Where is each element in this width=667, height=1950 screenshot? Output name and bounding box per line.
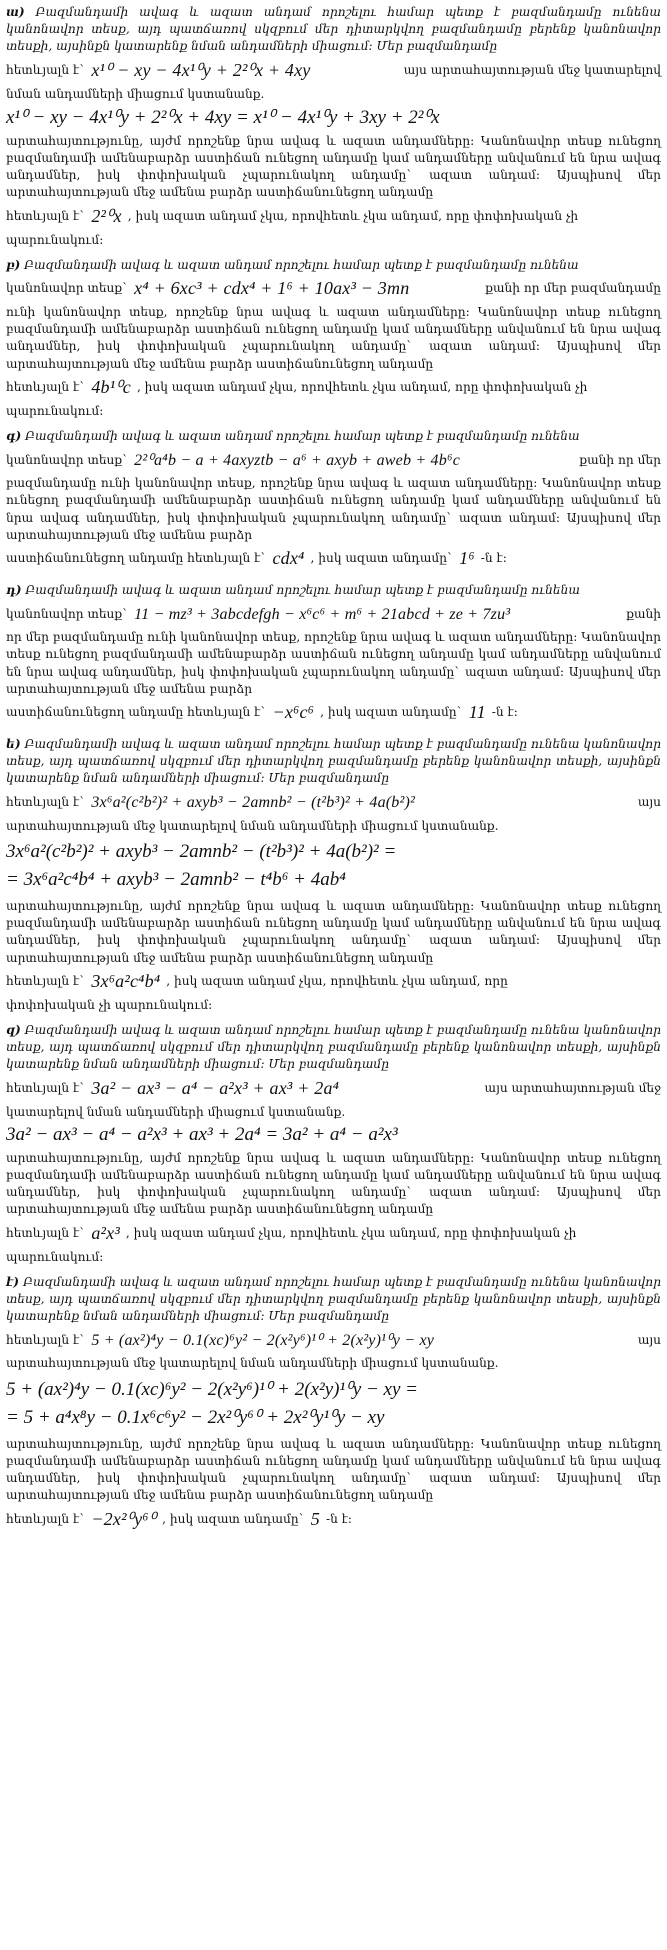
section-e-res-pre: հետևյալն է` bbox=[6, 974, 86, 989]
section-g-label: գ) bbox=[6, 429, 22, 444]
section-g-result-row bbox=[6, 544, 661, 574]
section-ee-lead: Բազմանդամի ավագ և ազատ անդամ որոշելու համար պետք է բազմանդամը ունենա կանոնավոր տեսք, այդ պատճառով սկզբում մեր դիտարկվող բազմանդամը բերենք կանոնավոր տեսքի, այսինքն կատարենք նման անդամների միացում: Մեր բազմանդամը bbox=[6, 1274, 662, 1324]
section-b-expression: x⁴ + 6xc³ + cdx⁴ + 1⁶ + 10ax³ − 3mn bbox=[134, 278, 410, 299]
section-d-res-mid: , իսկ ազատ անդամը` bbox=[320, 705, 463, 720]
section-b-label: բ) bbox=[6, 257, 21, 272]
section-b-body: ունի կանոնավոր տեսք, որոշենք նրա ավագ և ազատ անդամները: Կանոնավոր տեսք ունեցող բազմանդամի ամենաբարձր աստիճան ունեցող անդամը կամ անդամները անվանում են նրա ավագ անդամներ, իսկ փոփոխական չպարունակող անդամը` ազատ անդամ: Այսպիսով մեր արտահայտության մեջ ամենա բարձր աստիճանունեցող անդամը bbox=[6, 305, 661, 371]
section-e-pre: հետևյալն է` bbox=[6, 795, 86, 810]
section-d-res-pre: աստիճանունեցող անդամը հետևյալն է` bbox=[6, 705, 267, 720]
section-a bbox=[6, 4, 661, 249]
section-e-expression: 3x⁶a²(c²b²)² + axyb³ − 2amnb² − (t²b³)² + 4a(b²)² bbox=[91, 794, 416, 812]
section-b-intro bbox=[6, 257, 661, 274]
section-a-pre: հետևյալն է` bbox=[6, 63, 86, 77]
section-a-res-tail: պարունակում: bbox=[6, 232, 104, 247]
section-g-post: քանի որ մեր bbox=[579, 452, 661, 467]
section-d-label: դ) bbox=[6, 583, 22, 598]
section-b-post: քանի որ մեր բազմանդամը bbox=[485, 281, 661, 296]
section-e-expr-row bbox=[6, 788, 661, 818]
section-e-equation bbox=[6, 838, 661, 894]
section-z-leading-term: a²x³ bbox=[91, 1222, 120, 1243]
section-d bbox=[6, 582, 661, 728]
section-ee-res-post: -ն է: bbox=[325, 1511, 353, 1526]
section-g-res-mid: , իսկ ազատ անդամը` bbox=[310, 551, 454, 566]
section-ee-res-pre: հետևյալն է` bbox=[6, 1511, 86, 1526]
section-g-leading-term: cdx⁴ bbox=[272, 548, 305, 569]
section-z-body: արտահայտությունը, այժմ որոշենք նրա ավագ և ազատ անդամները: Կանոնավոր տեսք ունեցող բազմանդամի ամենաբարձր աստիճան ունեցող անդամը կամ անդամները անվանում են նրա ավագ անդամներ, իսկ փոփոխական չպարունակող անդամը` ազատ անդամ: Այսպիսով մեր արտահայտության մեջ ամենա բարձր աստիճանունեցող անդամը bbox=[6, 1150, 661, 1217]
section-ee-res-mid: , իսկ ազատ անդամը` bbox=[162, 1511, 305, 1526]
section-a-res-post: , իսկ ազատ անդամ չկա, որովհետև չկա անդամ, որը փոփոխական չի bbox=[127, 209, 579, 224]
section-d-result-row bbox=[6, 698, 661, 728]
section-a-tail: նման անդամների միացում կստանանք. bbox=[6, 86, 265, 101]
section-ee-leading-term: −2x²⁰y⁶⁰ bbox=[91, 1508, 157, 1529]
section-e-post: այս bbox=[637, 795, 661, 810]
section-g-lead: Բազմանդամի ավագ և ազատ անդամ որոշելու համար պետք է բազմանդամը ունենա bbox=[25, 429, 580, 444]
section-ee-pre: հետևյալն է` bbox=[6, 1332, 86, 1347]
section-e-equation-line-2: = 3x⁶a²c⁴b⁴ + axyb³ − 2amnb² − t⁴b⁶ + 4ab⁴ bbox=[6, 868, 346, 890]
section-d-res-post: -ն է: bbox=[491, 705, 518, 720]
section-e-lead: Բազմանդամի ավագ և ազատ անդամ որոշելու համար պետք է բազմանդամը ունենա կանոնավոր տեսք, այդ պատճառով սկզբում մեր դիտարկվող բազմանդամը բերենք կանոնավոր տեսքի, այսինքն կատարենք նման անդամների միացում: Մեր բազմանդամը bbox=[6, 737, 662, 786]
section-d-body: որ մեր բազմանդամը ունի կանոնավոր տեսք, որոշենք նրա ավագ և ազատ անդամները: Կանոնավոր տեսք ունեցող բազմանդամի ամենաբարձր աստիճան ունեցող անդամը կամ անդամները անվանում են նրա ավագ անդամներ, իսկ փոփոխական չպարունակող անդամը` ազատ անդամ: Այսպիսով մեր արտահայտության մեջ ամենա բարձր bbox=[6, 630, 661, 696]
section-z-post: այս արտահայտության մեջ bbox=[484, 1080, 661, 1095]
section-b-res-post: , իսկ ազատ անդամ չկա, որովհետև չկա անդամ, որը փոփոխական չի bbox=[136, 380, 588, 395]
section-z-expr-row bbox=[6, 1074, 661, 1104]
section-a-body: արտահայտությունը, այժմ որոշենք նրա ավագ և ազատ անդամները: Կանոնավոր տեսք ունեցող բազմանդամի ամենաբարձր աստիճան ունեցող անդամը կամ անդամները անվանում են նրա ավագ անդամներ, իսկ փոփոխական չպարունակող անդամը` ազատ անդամ: Այսպիսով մեր արտահայտության մեջ ամենա բարձր աստիճանունեցող անդամը bbox=[6, 133, 661, 200]
section-e bbox=[6, 736, 661, 1014]
section-g-body: բազմանդամը ունի կանոնավոր տեսք, որոշենք նրա ավագ և ազատ անդամները: Կանոնավոր տեսք ունեցող բազմանդամի ամենաբարձր աստիճան ունեցող անդամը կամ անդամները անվանում են նրա ավագ անդամներ, իսկ փոփոխական չպարունակող անդամը` ազատ անդամ: Այսպիսով մեր արտահայտության մեջ ամենա բարձր bbox=[6, 476, 661, 542]
section-ee-result-row bbox=[6, 1504, 661, 1534]
section-z-result-row bbox=[6, 1219, 661, 1249]
section-e-res-post: , իսկ ազատ անդամ չկա, որովհետև չկա անդամ, որը bbox=[166, 974, 508, 989]
section-a-lead: Բազմանդամի ավագ և ազատ անդամ որոշելու համար պետք է բազմանդամը ունենա կանոնավոր տեսք, այդ պատճառով սկզբում մեր դիտարկվող բազմանդամը բերենք կանոնավոր տեսքի, այսինքն կատարենք նման անդամների միացում: Մեր բազմանդամը bbox=[6, 5, 661, 54]
section-ee-equation-line-1: 5 + (ax²)⁴y − 0.1(xc)⁶y² − 2(x²y⁶)¹⁰ + 2(x²y)¹⁰y − xy = bbox=[6, 1378, 418, 1400]
section-z-res-pre: հետևյալն է` bbox=[6, 1225, 86, 1240]
section-a-intro bbox=[6, 4, 661, 56]
section-z-expression: 3a² − ax³ − a⁴ − a²x³ + ax³ + 2a⁴ bbox=[91, 1077, 340, 1098]
section-e-result-row bbox=[6, 967, 661, 997]
section-g-expression: 2²⁰a⁴b − a + 4axyztb − a⁶ + axyb + aweb + 4b⁶c bbox=[134, 451, 461, 469]
section-g-res-pre: աստիճանունեցող անդամը հետևյալն է` bbox=[6, 551, 267, 566]
section-z-res-post: , իսկ ազատ անդամ չկա, որովհետև չկա անդամ, որը փոփոխական չի bbox=[125, 1225, 577, 1240]
section-g-pre: կանոնավոր տեսք` bbox=[6, 452, 129, 467]
section-z bbox=[6, 1022, 661, 1266]
section-b-pre: կանոնավոր տեսք` bbox=[6, 281, 129, 296]
section-b bbox=[6, 257, 661, 420]
section-z-equation: 3a² − ax³ − a⁴ − a²x³ + ax³ + 2a⁴ = 3a² + a⁴ − a²x³ bbox=[6, 1123, 398, 1145]
section-ee-expr-row bbox=[6, 1325, 661, 1355]
section-a-post: այս արտահայտության մեջ կատարելով bbox=[403, 63, 661, 77]
section-ee-expression: 5 + (ax²)⁴y − 0.1(xc)⁶y² − 2(x²y⁶)¹⁰ + 2(x²y)¹⁰y − xy bbox=[91, 1331, 435, 1349]
section-b-res-pre: հետևյալն է` bbox=[6, 380, 86, 395]
section-d-free-term: 11 bbox=[468, 702, 486, 723]
section-e-label: ե) bbox=[6, 737, 21, 752]
section-e-tail: արտահայտության մեջ կատարելով նման անդամների միացում կստանանք. bbox=[6, 818, 499, 833]
section-e-res-tail: փոփոխական չի պարունակում: bbox=[6, 997, 213, 1012]
section-ee-equation bbox=[6, 1376, 661, 1432]
section-z-res-tail: պարունակում: bbox=[6, 1249, 104, 1264]
section-d-lead: Բազմանդամի ավագ և ազատ անդամ որոշելու համար պետք է բազմանդամը ունենա bbox=[25, 583, 580, 598]
section-e-leading-term: 3x⁶a²c⁴b⁴ bbox=[91, 971, 161, 992]
section-b-res-tail: պարունակում: bbox=[6, 403, 104, 418]
section-e-intro bbox=[6, 736, 661, 788]
section-b-leading-term: 4b¹⁰c bbox=[91, 377, 131, 398]
section-g-res-post: -ն է: bbox=[480, 551, 507, 566]
section-e-equation-line-1: 3x⁶a²(c²b²)² + axyb³ − 2amnb² − (t²b³)² + 4a(b²)² = bbox=[6, 840, 397, 862]
section-ee-intro bbox=[6, 1274, 661, 1326]
section-b-lead: Բազմանդամի ավագ և ազատ անդամ որոշելու համար պետք է բազմանդամը ունենա bbox=[24, 257, 579, 272]
section-z-intro bbox=[6, 1022, 661, 1074]
section-d-pre: կանոնավոր տեսք` bbox=[6, 606, 129, 621]
section-e-body: արտահայտությունը, այժմ որոշենք նրա ավագ և ազատ անդամները: Կանոնավոր տեսք ունեցող բազմանդամի ամենաբարձր աստիճան ունեցող անդամը կամ անդամները անվանում են նրա ավագ անդամներ, իսկ փոփոխական չպարունակող անդամը` ազատ անդամ: Այսպիսով մեր արտահայտության մեջ ամենա բարձր աստիճանունեցող անդամը bbox=[6, 898, 661, 965]
section-ee-label: է) bbox=[6, 1274, 20, 1289]
section-ee-equation-line-2: = 5 + a⁴x⁸y − 0.1x⁶c⁶y² − 2x²⁰y⁶⁰ + 2x²⁰y¹⁰y − xy bbox=[6, 1406, 385, 1428]
section-g-intro bbox=[6, 428, 661, 445]
section-d-post: քանի bbox=[626, 606, 661, 621]
section-a-res-pre: հետևյալն է` bbox=[6, 209, 86, 224]
section-ee-free-term: 5 bbox=[310, 1508, 320, 1529]
section-g-free-term: 1⁶ bbox=[459, 548, 475, 569]
section-d-intro bbox=[6, 582, 661, 599]
section-z-tail: կատարելով նման անդամների միացում կստանանք. bbox=[6, 1104, 346, 1119]
section-a-label: ա) bbox=[6, 5, 25, 19]
section-b-result-row bbox=[6, 373, 661, 403]
section-z-label: զ) bbox=[6, 1022, 21, 1037]
section-z-lead: Բազմանդամի ավագ և ազատ անդամ որոշելու համար պետք է բազմանդամը ունենա կանոնավոր տեսք, այդ պատճառով սկզբում մեր դիտարկվող բազմանդամը բերենք կանոնավոր տեսքի, այսինքն կատարենք նման անդամների միացում: Մեր բազմանդամը bbox=[6, 1022, 661, 1072]
section-ee-post: այս bbox=[637, 1332, 661, 1347]
section-a-expression: x¹⁰ − xy − 4x¹⁰y + 2²⁰x + 4xy bbox=[91, 60, 311, 80]
section-z-pre: հետևյալն է` bbox=[6, 1080, 86, 1095]
section-b-expr-row bbox=[6, 274, 661, 304]
section-a-expr-row bbox=[6, 56, 661, 86]
section-a-equation: x¹⁰ − xy − 4x¹⁰y + 2²⁰x + 4xy = x¹⁰ − 4x¹⁰y + 3xy + 2²⁰x bbox=[6, 106, 440, 128]
section-g-expr-row bbox=[6, 445, 661, 475]
section-a-leading-term: 2²⁰x bbox=[91, 206, 122, 227]
section-d-expr-row bbox=[6, 599, 661, 629]
section-d-expression: 11 − mz³ + 3abcdefgh − x⁶c⁶ + m⁶ + 21abcd + ze + 7zu³ bbox=[134, 605, 511, 623]
section-d-leading-term: −x⁶c⁶ bbox=[272, 702, 315, 723]
section-g bbox=[6, 428, 661, 574]
section-a-result-row bbox=[6, 202, 661, 232]
section-ee-body: արտահայտությունը, այժմ որոշենք նրա ավագ և ազատ անդամները: Կանոնավոր տեսք ունեցող բազմանդամի ամենաբարձր աստիճան ունեցող անդամը կամ անդամները անվանում են նրա ավագ անդամներ, իսկ փոփոխական չպարունակող անդամը` ազատ անդամ: Այսպիսով մեր արտահայտության մեջ ամենա բարձր աստիճանունեցող անդամը bbox=[6, 1436, 661, 1503]
section-ee bbox=[6, 1274, 661, 1535]
section-ee-tail: արտահայտության մեջ կատարելով նման անդամների միացում կստանանք. bbox=[6, 1356, 499, 1371]
